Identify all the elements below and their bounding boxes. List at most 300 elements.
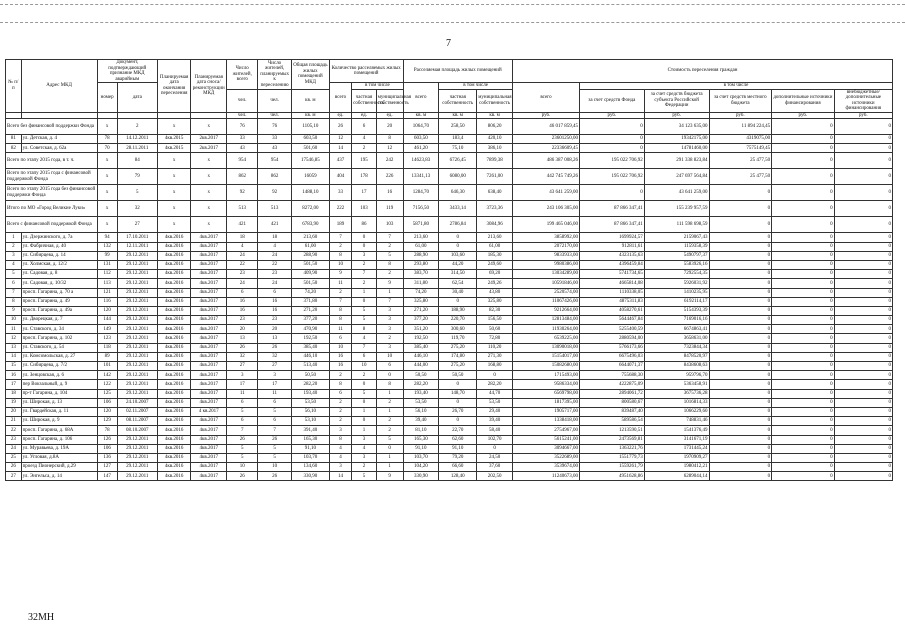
table-cell: 288,90 bbox=[403, 251, 439, 260]
table-cell: 193,40 bbox=[403, 389, 439, 398]
table-row bbox=[6, 306, 893, 315]
table-cell: 8438608,63 bbox=[644, 362, 709, 371]
table-cell: x bbox=[157, 201, 191, 217]
table-cell: 4кв.2016 bbox=[157, 417, 191, 426]
table-cell: x bbox=[191, 185, 227, 201]
table-cell: 6 bbox=[6, 279, 22, 288]
table-cell: 800580,67 bbox=[579, 398, 644, 407]
table-cell: 4кв.2016 bbox=[157, 389, 191, 398]
table-cell: 291 338 823,84 bbox=[644, 153, 709, 169]
table-cell: 4кв.2017 bbox=[191, 279, 227, 288]
table-cell: 0 bbox=[834, 251, 892, 260]
table-cell: 470,90 bbox=[291, 325, 329, 334]
table-cell: 486 387 008,26 bbox=[512, 153, 579, 169]
scan-top-edge bbox=[0, 4, 905, 5]
table-cell: 0 bbox=[709, 306, 772, 315]
table-cell: 271,20 bbox=[291, 306, 329, 315]
table-cell: 13 bbox=[6, 343, 22, 352]
table-cell: 4кв.2016 bbox=[157, 242, 191, 251]
table-cell: 2кв.2017 bbox=[191, 135, 227, 144]
table-cell: x bbox=[157, 153, 191, 169]
table-cell: 249,26 bbox=[477, 279, 513, 288]
table-cell: 56,10 bbox=[403, 407, 439, 416]
header-cell: руб. bbox=[834, 112, 892, 119]
table-cell: 0 bbox=[834, 169, 892, 185]
table-cell: 0 bbox=[772, 352, 835, 361]
table-cell: 53,50 bbox=[403, 398, 439, 407]
table-cell: 4396459,84 bbox=[579, 260, 644, 269]
table-cell: 9833933,00 bbox=[512, 251, 579, 260]
table-cell: x bbox=[191, 201, 227, 217]
table-cell: 37,60 bbox=[477, 463, 513, 472]
table-cell: 0 bbox=[709, 233, 772, 242]
table-cell: 72,80 bbox=[477, 334, 513, 343]
table-cell: 5 bbox=[227, 453, 258, 462]
header-cell: внебюджетные/ дополнительные источники финансирования bbox=[834, 89, 892, 112]
table-cell: 4кв.2017 bbox=[191, 426, 227, 435]
address-cell: ул. Сибирцева, д. 7/2 bbox=[21, 362, 97, 371]
table-cell: 912811,61 bbox=[579, 242, 644, 251]
table-cell: 15082680,00 bbox=[512, 362, 579, 371]
table-cell: 4кв.2017 bbox=[191, 435, 227, 444]
table-cell: 4кв.2017 bbox=[191, 371, 227, 380]
table-cell: 9980386,00 bbox=[512, 260, 579, 269]
table-cell: 29,40 bbox=[477, 407, 513, 416]
table-cell: 192,50 bbox=[291, 334, 329, 343]
table-cell: 4кв.2016 bbox=[157, 472, 191, 481]
table-cell: 14 bbox=[329, 472, 351, 481]
table-cell: 56,10 bbox=[291, 407, 329, 416]
table-cell: 1559261,79 bbox=[579, 463, 644, 472]
address-cell: ул. Широкая, д. 13 bbox=[21, 398, 97, 407]
table-cell: 50,50 bbox=[439, 371, 477, 380]
table-cell: 91,10 bbox=[291, 444, 329, 453]
table-cell: 6783,90 bbox=[291, 217, 329, 233]
table-cell: 0 bbox=[772, 407, 835, 416]
table-row bbox=[6, 288, 893, 297]
table-cell: 29.12.2011 bbox=[117, 362, 157, 371]
table-cell: 23 bbox=[227, 316, 258, 325]
table-cell: 242 bbox=[376, 153, 403, 169]
table-cell: 3658631,00 bbox=[644, 334, 709, 343]
table-row bbox=[6, 270, 893, 279]
header-cell: Планируемая дата сноса/ реконструкции МКД bbox=[191, 60, 227, 113]
table-cell: 81 bbox=[6, 135, 22, 144]
table-cell: 501,50 bbox=[291, 260, 329, 269]
table-cell: 3 bbox=[329, 426, 351, 435]
table-cell: 7169016,16 bbox=[644, 316, 709, 325]
table-cell: 12 bbox=[6, 334, 22, 343]
table-cell: 4кв.2017 bbox=[191, 260, 227, 269]
header-cell: кв. м bbox=[477, 112, 513, 119]
table-cell: 4кв.2017 bbox=[191, 334, 227, 343]
table-cell: 3 bbox=[376, 325, 403, 334]
table-cell: 17 bbox=[258, 380, 292, 389]
table-cell: 7575149,45 bbox=[709, 144, 772, 153]
address-cell: ул. Сибирцева, д. 14 bbox=[21, 251, 97, 260]
table-cell: 0 bbox=[579, 135, 644, 144]
table-cell: 5 bbox=[6, 270, 22, 279]
table-cell: 0 bbox=[772, 233, 835, 242]
table-cell: 862 bbox=[258, 169, 292, 185]
table-cell: 3 bbox=[6, 251, 22, 260]
table-cell: 192,50 bbox=[403, 334, 439, 343]
table-row bbox=[6, 297, 893, 306]
table-cell: 6 bbox=[352, 352, 377, 361]
table-cell: 43 641 259,00 bbox=[644, 185, 709, 201]
table-cell: 3 bbox=[352, 435, 377, 444]
table-cell: 4кв.2016 bbox=[157, 316, 191, 325]
header-cell: руб. bbox=[512, 112, 579, 119]
table-row bbox=[6, 371, 893, 380]
table-row bbox=[6, 352, 893, 361]
table-cell: 0 bbox=[834, 288, 892, 297]
table-cell: 20 bbox=[376, 119, 403, 135]
table-cell: 18 bbox=[258, 233, 292, 242]
header-cell: Стоимость переселения граждан bbox=[512, 60, 892, 83]
table-cell: 2 bbox=[329, 407, 351, 416]
table-cell: 7 bbox=[258, 426, 292, 435]
table-cell: 14 bbox=[329, 144, 351, 153]
table-cell: 3094667,00 bbox=[512, 444, 579, 453]
table-cell: 20 bbox=[227, 325, 258, 334]
table-cell: 6 bbox=[329, 389, 351, 398]
summary-label: Всего по этапу 2015 года без финансовой поддержки Фонда bbox=[6, 185, 98, 201]
table-cell: 33 bbox=[258, 135, 292, 144]
header-cell: муниципальная собственность bbox=[477, 89, 513, 112]
address-cell: ул. Детская, д. 4 bbox=[21, 135, 97, 144]
table-cell: 61,00 bbox=[291, 242, 329, 251]
table-cell: 4951628,86 bbox=[579, 472, 644, 481]
table-cell: 122 bbox=[97, 380, 117, 389]
table-cell: 119,70 bbox=[439, 334, 477, 343]
table-cell: 78 bbox=[97, 135, 117, 144]
table-cell: 1159358,39 bbox=[644, 242, 709, 251]
table-cell: 0 bbox=[772, 389, 835, 398]
table-cell: 123 bbox=[97, 334, 117, 343]
table-cell: 0 bbox=[834, 242, 892, 251]
address-cell: просп. Гагарина, д. 102 bbox=[21, 334, 97, 343]
table-cell: 14 bbox=[6, 352, 22, 361]
table-cell: 0 bbox=[772, 444, 835, 453]
table-cell: 3723,36 bbox=[477, 201, 513, 217]
table-cell: 26 bbox=[6, 463, 22, 472]
address-cell: ул. Муравьева, д. 19А bbox=[21, 444, 97, 453]
table-cell: 29.12.2011 bbox=[117, 453, 157, 462]
table-cell: 16 bbox=[258, 297, 292, 306]
table-cell: 22 bbox=[6, 426, 22, 435]
table-cell: 0 bbox=[772, 185, 835, 201]
table-cell: 5766173,66 bbox=[579, 343, 644, 352]
header-cell: кв. м bbox=[291, 89, 329, 112]
table-cell: 11930264,00 bbox=[512, 325, 579, 334]
table-cell: 5 bbox=[376, 251, 403, 260]
header-cell: в том числе bbox=[439, 83, 513, 90]
table-cell: 0 bbox=[772, 217, 835, 233]
table-cell: 131 bbox=[97, 260, 117, 269]
summary-row bbox=[6, 153, 893, 169]
table-cell: 147 bbox=[97, 472, 117, 481]
table-cell: 43 641 259,00 bbox=[512, 185, 579, 201]
table-cell: 371,80 bbox=[291, 297, 329, 306]
table-cell: 4кв.2016 bbox=[157, 426, 191, 435]
table-cell: 1338418,00 bbox=[512, 417, 579, 426]
table-cell: 4кв.2017 bbox=[191, 316, 227, 325]
table-cell: 32 bbox=[227, 352, 258, 361]
table-cell: 23 bbox=[258, 270, 292, 279]
table-cell: 62,54 bbox=[439, 279, 477, 288]
table-cell: 08.10.2007 bbox=[117, 426, 157, 435]
summary-label: Всего по этапу 2015 года с финансовой поддержкой Фонда bbox=[6, 169, 98, 185]
address-cell: ул. Гвардейская, д. 11 bbox=[21, 407, 97, 416]
table-cell: 4кв.2016 bbox=[157, 288, 191, 297]
table-cell: 26 bbox=[258, 343, 292, 352]
table-cell: 6 bbox=[227, 398, 258, 407]
table-row bbox=[6, 325, 893, 334]
table-cell: 5 bbox=[258, 444, 292, 453]
table-cell: 70 bbox=[97, 144, 117, 153]
address-cell: просп. Гагарина, д. 49 bbox=[21, 297, 97, 306]
table-cell: 26 bbox=[227, 343, 258, 352]
summary-label: Итого по МО «Город Великие Луки» bbox=[6, 201, 98, 217]
table-cell: 10 bbox=[352, 362, 377, 371]
table-cell: 10 bbox=[6, 316, 22, 325]
table-cell: 156,50 bbox=[477, 316, 513, 325]
table-cell: 0 bbox=[709, 426, 772, 435]
table-cell: 0 bbox=[709, 242, 772, 251]
table-cell: 4кв.2017 bbox=[191, 444, 227, 453]
table-cell: 748831,46 bbox=[644, 417, 709, 426]
table-cell: 0 bbox=[709, 217, 772, 233]
header-cell: в том числе bbox=[579, 83, 892, 90]
address-cell: ул. Фабричная, д. 40 bbox=[21, 242, 97, 251]
table-cell: 0 bbox=[709, 334, 772, 343]
table-cell: 0 bbox=[709, 435, 772, 444]
table-cell: 5 bbox=[258, 407, 292, 416]
table-cell: 148,70 bbox=[439, 389, 477, 398]
table-cell: 87 866 347,41 bbox=[579, 217, 644, 233]
table-cell: 13 bbox=[258, 334, 292, 343]
table-cell: 10 bbox=[329, 343, 351, 352]
address-cell: ул. Дзержинского, д. 7а bbox=[21, 233, 97, 242]
table-cell: 0 bbox=[709, 453, 772, 462]
table-cell: 1905717,00 bbox=[512, 407, 579, 416]
table-cell: 25 477,50 bbox=[709, 169, 772, 185]
table-cell: 11 bbox=[6, 325, 22, 334]
header-cell: Количество расселяемых жилых помещений bbox=[329, 60, 403, 83]
table-cell: 7 bbox=[352, 343, 377, 352]
table-cell: 12813484,00 bbox=[512, 316, 579, 325]
table-cell: 4 bbox=[258, 242, 292, 251]
header-cell: в том числе bbox=[352, 83, 403, 90]
summary-label: Всего по этапу 2015 года, в т. ч. bbox=[6, 153, 98, 169]
table-cell: 34 123 635,00 bbox=[644, 119, 709, 135]
table-cell: 1488,10 bbox=[291, 185, 329, 201]
address-cell: просп. Гагарина, д. 49а bbox=[21, 306, 97, 315]
table-cell: 0 bbox=[439, 233, 477, 242]
table-cell: x bbox=[97, 153, 117, 169]
table-cell: 5926031,92 bbox=[644, 279, 709, 288]
table-cell: 23 bbox=[227, 270, 258, 279]
table-cell: 4кв.2015 bbox=[157, 144, 191, 153]
table-cell: 5 bbox=[258, 453, 292, 462]
table-cell: x bbox=[157, 185, 191, 201]
table-cell: 6 bbox=[258, 288, 292, 297]
header-cell: за счет средств Фонда bbox=[579, 89, 644, 112]
table-cell: 5 bbox=[117, 185, 157, 201]
table-row bbox=[6, 144, 893, 153]
table-cell: 17 bbox=[6, 380, 22, 389]
table-cell: 7323844,34 bbox=[644, 343, 709, 352]
table-cell: 5615241,00 bbox=[512, 435, 579, 444]
table-cell: 0 bbox=[709, 417, 772, 426]
table-cell: x bbox=[97, 169, 117, 185]
table-cell: 12.11.2011 bbox=[117, 242, 157, 251]
table-cell: 226 bbox=[376, 169, 403, 185]
table-cell: 420,10 bbox=[477, 135, 513, 144]
table-cell: 7292554,35 bbox=[644, 270, 709, 279]
table-cell: 2 bbox=[329, 417, 351, 426]
table-row bbox=[6, 435, 893, 444]
table-cell: 2 bbox=[376, 398, 403, 407]
table-cell: 0 bbox=[772, 380, 835, 389]
table-cell: 103,60 bbox=[439, 251, 477, 260]
table-cell: 1363221,76 bbox=[579, 444, 644, 453]
table-cell: x bbox=[157, 119, 191, 135]
table-cell: 13 bbox=[227, 334, 258, 343]
table-cell: 116 bbox=[97, 297, 117, 306]
table-cell: 6192114,17 bbox=[644, 297, 709, 306]
table-cell: 24.10.2007 bbox=[117, 398, 157, 407]
table-cell: 282,20 bbox=[403, 380, 439, 389]
table-cell: 2786,84 bbox=[439, 217, 477, 233]
table-cell: 155 239 957,59 bbox=[644, 201, 709, 217]
table-cell: 0 bbox=[772, 343, 835, 352]
table-cell: 0 bbox=[709, 380, 772, 389]
header-cell: Общая площадь жилых помещений МКД bbox=[291, 60, 329, 90]
table-cell: 0 bbox=[834, 217, 892, 233]
table-cell: 29.12.2011 bbox=[117, 251, 157, 260]
table-cell: 82,30 bbox=[477, 306, 513, 315]
table-cell: 94 bbox=[97, 233, 117, 242]
table-cell: 185,30 bbox=[477, 251, 513, 260]
table-cell: 2159067,43 bbox=[644, 233, 709, 242]
table-cell: 202,50 bbox=[477, 472, 513, 481]
table-cell: 5 bbox=[227, 444, 258, 453]
table-cell: 4кв.2017 bbox=[191, 251, 227, 260]
table-cell: 46 017 859,45 bbox=[512, 119, 579, 135]
table-cell: 9212664,00 bbox=[512, 306, 579, 315]
table-cell: 0 bbox=[477, 444, 513, 453]
table-cell: 275,20 bbox=[439, 362, 477, 371]
table-row bbox=[6, 453, 893, 462]
table-cell: 4кв.2017 bbox=[191, 233, 227, 242]
table-cell: 6289044,14 bbox=[644, 472, 709, 481]
table-cell: 32 bbox=[117, 201, 157, 217]
table-cell: x bbox=[191, 217, 227, 233]
table-cell: 4кв.2016 bbox=[157, 334, 191, 343]
table-cell: 61,00 bbox=[477, 242, 513, 251]
table-cell: 16 bbox=[329, 362, 351, 371]
table-cell: 421 bbox=[258, 217, 292, 233]
table-cell: 69,20 bbox=[477, 270, 513, 279]
table-cell: 258,50 bbox=[439, 119, 477, 135]
table-cell: 16 bbox=[6, 371, 22, 380]
table-cell: 0 bbox=[709, 325, 772, 334]
table-cell: 58,40 bbox=[477, 426, 513, 435]
table-cell: 23 bbox=[6, 435, 22, 444]
table-cell: 0 bbox=[834, 371, 892, 380]
table-row bbox=[6, 279, 893, 288]
table-cell: 74,20 bbox=[403, 288, 439, 297]
table-cell: 168,80 bbox=[477, 362, 513, 371]
table-cell: 43 bbox=[258, 144, 292, 153]
table-cell: 442 745 749,26 bbox=[512, 169, 579, 185]
table-cell: 0 bbox=[352, 233, 377, 242]
table-cell: 1284,70 bbox=[403, 185, 439, 201]
header-cell: ед. bbox=[352, 112, 377, 119]
table-cell: 7 bbox=[329, 297, 351, 306]
table-cell: 0 bbox=[709, 316, 772, 325]
address-cell: ул. Дворецкая, д. 7 bbox=[21, 316, 97, 325]
table-cell: 0 bbox=[352, 297, 377, 306]
table-cell: 0 bbox=[772, 297, 835, 306]
table-cell: 0 bbox=[772, 153, 835, 169]
table-cell: 325,80 bbox=[403, 297, 439, 306]
summary-label: Всего с финансовой поддержкой Фонда bbox=[6, 217, 98, 233]
table-cell: 385,40 bbox=[291, 343, 329, 352]
summary-row bbox=[6, 119, 893, 135]
table-cell: 0 bbox=[439, 297, 477, 306]
table-cell: 2 bbox=[352, 279, 377, 288]
table-cell: 589586,54 bbox=[579, 417, 644, 426]
table-cell: 104,20 bbox=[403, 463, 439, 472]
table-cell: 4кв.2017 bbox=[191, 380, 227, 389]
table-cell: 4кв.2016 bbox=[157, 306, 191, 315]
address-cell: проезд Пионерский, д.29 bbox=[21, 463, 97, 472]
table-body bbox=[6, 119, 893, 481]
table-cell: x bbox=[191, 153, 227, 169]
table-cell: 188,90 bbox=[439, 306, 477, 315]
table-cell: 2 bbox=[6, 242, 22, 251]
table-cell: 119 bbox=[376, 201, 403, 217]
table-cell: 1064,70 bbox=[403, 119, 439, 135]
table-cell: 29.12.2011 bbox=[117, 288, 157, 297]
table-cell: 2 bbox=[329, 398, 351, 407]
table-cell: 29.12.2011 bbox=[117, 444, 157, 453]
table-cell: 13090018,00 bbox=[512, 343, 579, 352]
table-cell: 18 bbox=[6, 389, 22, 398]
table-cell: 89 bbox=[97, 352, 117, 361]
table-cell: 7 bbox=[376, 233, 403, 242]
table-cell: 101 bbox=[97, 362, 117, 371]
header-cell: Документ, подтверждающий признание МКД аварийным bbox=[97, 60, 157, 83]
table-cell: 22,70 bbox=[439, 426, 477, 435]
table-cell: 29.12.2011 bbox=[117, 260, 157, 269]
header-cell: чел. bbox=[227, 89, 258, 112]
table-cell: 4кв.2016 bbox=[157, 435, 191, 444]
table-cell: 4кв.2016 bbox=[157, 362, 191, 371]
header-cell: номер bbox=[97, 83, 117, 113]
table-cell: 2кв.2017 bbox=[191, 144, 227, 153]
table-cell: 91,10 bbox=[403, 444, 439, 453]
table-cell: 806,20 bbox=[477, 119, 513, 135]
table-cell: 8 bbox=[376, 380, 403, 389]
table-cell: 87 866 347,41 bbox=[579, 201, 644, 217]
table-cell: 29.12.2011 bbox=[117, 435, 157, 444]
table-cell: 17 bbox=[352, 185, 377, 201]
table-cell: 0 bbox=[709, 463, 772, 472]
